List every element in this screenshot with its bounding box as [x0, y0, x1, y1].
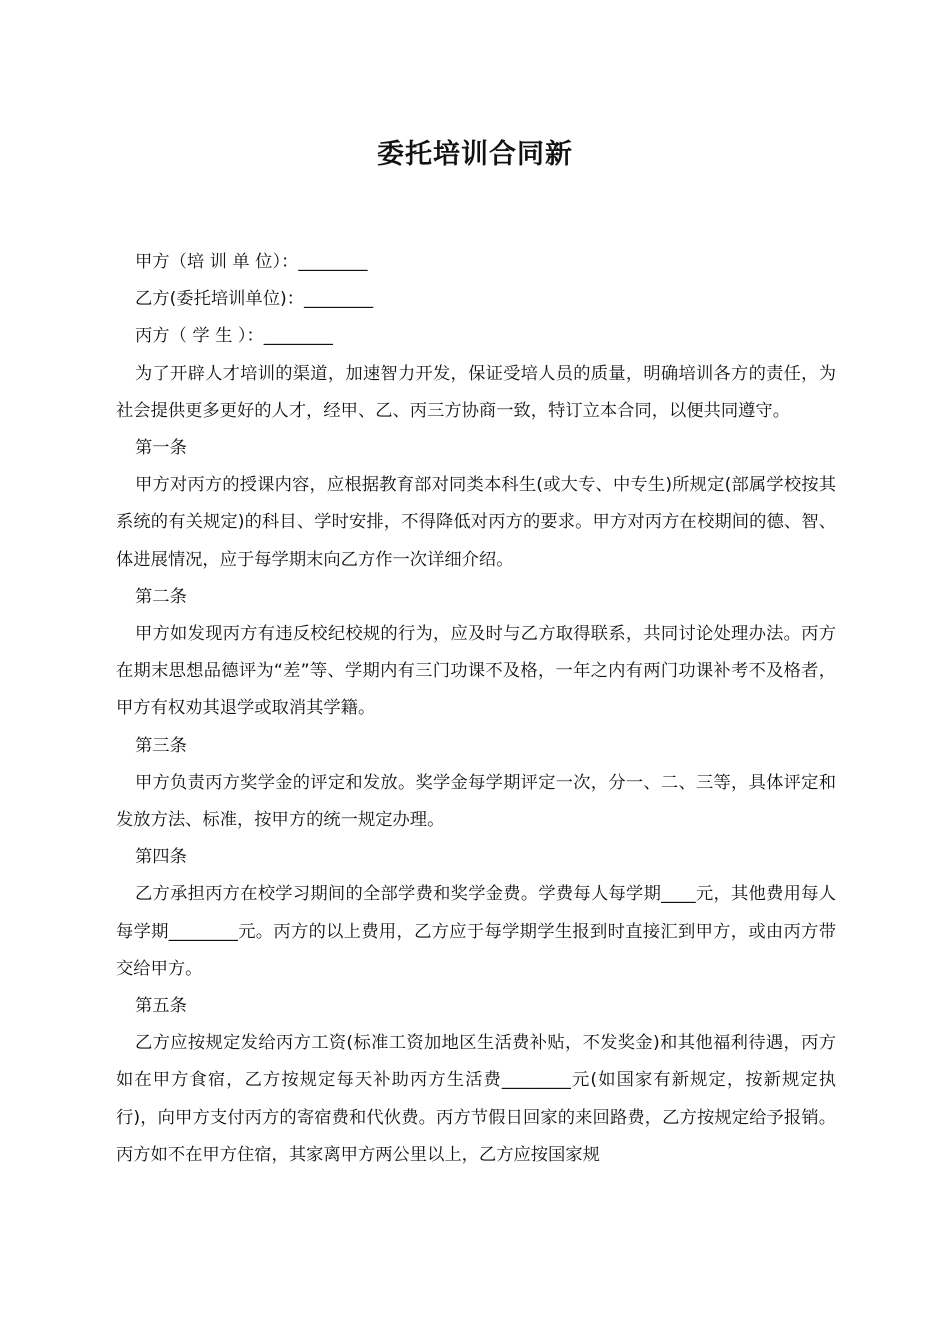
- article-5-text: 乙方应按规定发给丙方工资(标准工资加地区生活费补贴，不发奖金)和其他福利待遇，丙方如在甲方食宿，乙方按规定每天补助丙方生活费________元(如国家有新规定，按新规定执行)，向甲方支付丙方的寄宿费和代伙费。丙方节假日回家的来回路费，乙方按规定给予报销。丙方如不在甲方住宿，其家离甲方两公里以上，乙方应按国家规: [116, 1033, 836, 1165]
- article-3-heading: 第三条: [135, 735, 187, 756]
- article-4-heading: 第四条: [135, 847, 187, 868]
- party-b-line: 乙方(委托培训单位)：________: [135, 289, 374, 310]
- document-title: 委托培训合同新: [377, 139, 573, 170]
- document-body: [116, 244, 836, 1174]
- article-5-heading: 第五条: [135, 996, 187, 1017]
- article-1-text: 甲方对丙方的授课内容，应根据教育部对同类本科生(或大专、中专生)所规定(部属学校按其系统的有关规定)的科目、学时安排，不得降低对丙方的要求。甲方对丙方在校期间的德、智、体进展情况，应于每学期末向乙方作一次详细介绍。: [116, 475, 836, 570]
- article-2-text: 甲方如发现丙方有违反校纪校规的行为，应及时与乙方取得联系，共同讨论处理办法。丙方在期末思想品德评为“差”等、学期内有三门功课不及格，一年之内有两门功课补考不及格者，甲方有权劝其退学或取消其学籍。: [116, 624, 836, 719]
- party-a-line: 甲方（培 训 单 位）：________: [135, 252, 368, 272]
- party-c-line: 丙方（ 学 生 ）：________: [135, 326, 333, 347]
- article-1-heading: 第一条: [135, 438, 187, 459]
- intro-paragraph: 为了开辟人才培训的渠道，加速智力开发，保证受培人员的质量，明确培训各方的责任，为社会提供更多更好的人才，经甲、乙、丙三方协商一致，特订立本合同，以便共同遵守。: [116, 363, 836, 421]
- article-4-text: 乙方承担丙方在校学习期间的全部学费和奖学金费。学费每人每学期____元，其他费用每人每学期________元。丙方的以上费用，乙方应于每学期学生报到时直接汇到甲方，或由丙方带交给甲方。: [116, 884, 836, 979]
- article-3-text: 甲方负责丙方奖学金的评定和发放。奖学金每学期评定一次，分一、二、三等，具体评定和发放方法、标准，按甲方的统一规定办理。: [116, 772, 836, 831]
- article-2-heading: 第二条: [135, 586, 187, 607]
